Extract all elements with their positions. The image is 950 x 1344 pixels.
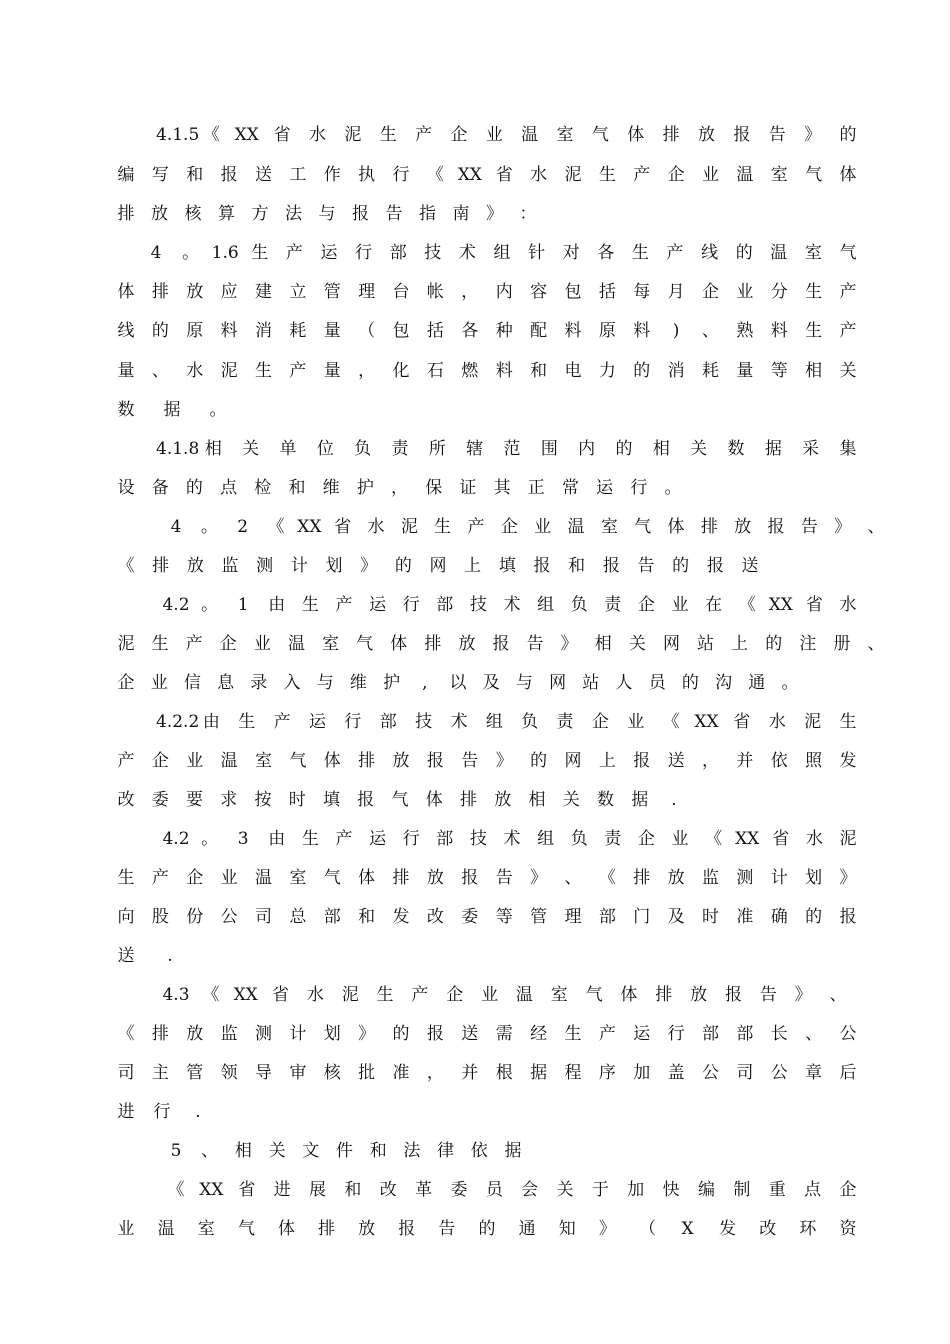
text-line: 4.3 《 XX 省 水 泥 生 产 企 业 温 室 气 体 排 放 报 告 》 、 [162,985,847,1005]
text-line: 4 。 2 《 XX 省 水 泥 生 产 企 业 温 室 气 体 排 放 报 告 》 、 [170,517,885,537]
text-line: 送 . [117,946,173,966]
text-line: 数 据 。 [117,400,227,420]
text-line: 4.1.5 《 XX 省 水 泥 生 产 企 业 温 室 气 体 排 放 报 告 》 的 [156,125,857,145]
text-line: 体 排 放 应 建 立 管 理 台 帐 ， 内 容 包 括 每 月 企 业 分 生 产 [117,282,857,302]
text-line: 量 、 水 泥 生 产 量 ， 化 石 燃 料 和 电 力 的 消 耗 量 等 相 关 [117,361,857,381]
text-line: 生 产 企 业 温 室 气 体 排 放 报 告 》 、 《 排 放 监 测 计 划 》 [117,868,857,888]
text-line: 4.2 。 1 由 生 产 运 行 部 技 术 组 负 责 企 业 在 《 XX 省 水 [162,595,857,615]
text-line: 4.2.2 由 生 产 运 行 部 技 术 组 负 责 企 业 《 XX 省 水 泥 生 [156,712,857,732]
text-line: 设 备 的 点 检 和 维 护 ， 保 证 其 正 常 运 行 。 [117,478,682,498]
text-line: 4.2 。 3 由 生 产 运 行 部 技 术 组 负 责 企 业 《 XX 省 水 泥 [162,829,857,849]
text-line: 业 温 室 气 体 排 放 报 告 的 通 知 》 （ X 发 改 环 资 [117,1219,857,1239]
text-line: 改 委 要 求 按 时 填 报 气 体 排 放 相 关 数 据 . [117,790,677,810]
text-line: 4 。 1.6 生 产 运 行 部 技 术 组 针 对 各 生 产 线 的 温 室 气 [150,243,857,263]
text-line: 线 的 原 料 消 耗 量 （ 包 括 各 种 配 料 原 料 ) 、 熟 料 生 产 [117,321,857,341]
text-line: 产 企 业 温 室 气 体 排 放 报 告 》 的 网 上 报 送 ， 并 依 照 发 [117,751,857,771]
text-line: 4.1.8 相 关 单 位 负 责 所 辖 范 围 内 的 相 关 数 据 采 集 [156,439,857,459]
text-line: 进 行 . [117,1102,201,1122]
text-line: 向 股 份 公 司 总 部 和 发 改 委 等 管 理 部 门 及 时 准 确 的 报 [117,907,857,927]
text-line: 企 业 信 息 录 入 与 维 护 , 以 及 与 网 站 人 员 的 沟 通 。 [117,673,799,693]
text-line: 司 主 管 领 导 审 核 批 准 ， 并 根 据 程 序 加 盖 公 司 公 章 后 [117,1063,857,1083]
text-line: 泥 生 产 企 业 温 室 气 体 排 放 报 告 》 相 关 网 站 上 的 注 册 、 [117,634,885,654]
text-line: 《 排 放 监 测 计 划 》 的 网 上 填 报 和 报 告 的 报 送 [117,556,759,576]
text-line: 《 XX 省 进 展 和 改 革 委 员 会 关 于 加 快 编 制 重 点 企 [167,1180,857,1200]
text-line: 《 排 放 监 测 计 划 》 的 报 送 需 经 生 产 运 行 部 部 长 、 公 [117,1024,857,1044]
text-line: 排 放 核 算 方 法 与 报 告 指 南 》 ： [117,204,537,224]
text-line: 5 、 相 关 文 件 和 法 律 依 据 [170,1141,522,1161]
text-line: 编 写 和 报 送 工 作 执 行 《 XX 省 水 泥 生 产 企 业 温 室 气 体 [117,165,857,185]
